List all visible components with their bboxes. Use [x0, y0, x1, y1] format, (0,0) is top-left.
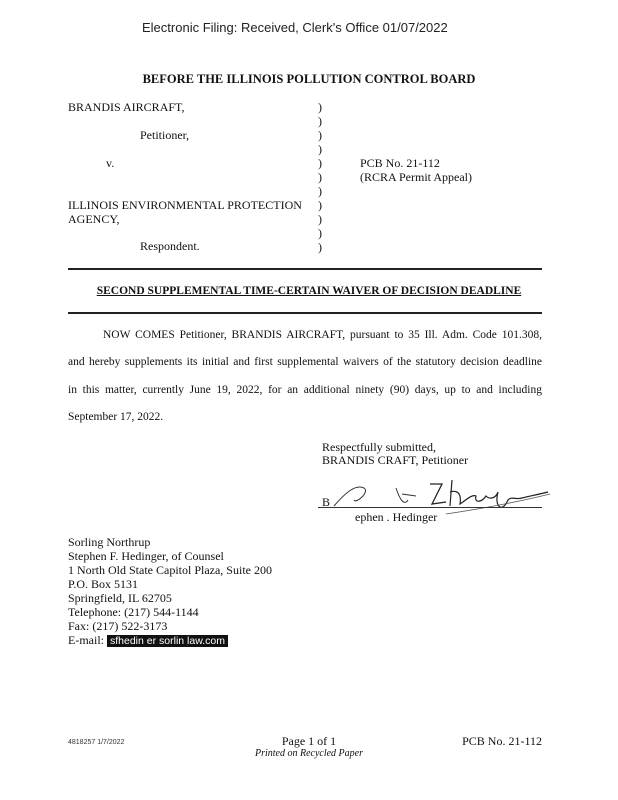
address-line: P.O. Box 5131	[68, 577, 139, 591]
body-line: September 17, 2022.	[68, 411, 164, 423]
caption-paren: )	[318, 170, 322, 184]
address-line: Telephone: (217) 544-1144	[68, 605, 199, 619]
by-label: B	[322, 495, 331, 509]
caption-paren: )	[318, 156, 322, 170]
email-link[interactable]: sfhedin er sorlin law.com	[107, 635, 228, 647]
address-line: Sorling Northrup	[68, 535, 151, 549]
caption-paren: )	[318, 184, 322, 198]
signer-name: ephen . Hedinger	[355, 510, 438, 524]
caption-paren: )	[318, 240, 322, 254]
respondent-name-line1: ILLINOIS ENVIRONMENTAL PROTECTION	[68, 198, 302, 212]
filing-stamp: Electronic Filing: Received, Clerk's Office 01/07/2022	[142, 20, 448, 35]
respondent-role: Respondent.	[140, 239, 200, 253]
body-line: in this matter, currently June 19, 2022, for an additional ninety (90) days, up to and including	[68, 384, 542, 396]
body-line: NOW COMES Petitioner, BRANDIS AIRCRAFT, pursuant to 35 Ill. Adm. Code 101.308,	[103, 329, 542, 341]
signing-party: BRANDIS CRAFT, Petitioner	[322, 453, 469, 467]
case-number: PCB No. 21-112	[360, 156, 440, 170]
petitioner-role: Petitioner,	[140, 128, 190, 142]
case-type: (RCRA Permit Appeal)	[360, 170, 472, 184]
caption-paren: )	[318, 198, 322, 212]
document-id: 4818257 1/7/2022	[68, 739, 125, 746]
recycled-paper-note: Printed on Recycled Paper	[254, 748, 363, 759]
email-row	[68, 634, 228, 649]
document-title: SECOND SUPPLEMENTAL TIME-CERTAIN WAIVER OF DECISION DEADLINE	[96, 285, 522, 297]
page-number: Page 1 of 1	[281, 734, 337, 748]
caption-paren: )	[318, 212, 322, 226]
caption-paren: )	[318, 226, 322, 240]
signature-line	[318, 507, 542, 508]
caption-paren: )	[318, 142, 322, 156]
divider-bottom	[68, 312, 542, 314]
address-line: Springfield, IL 62705	[68, 591, 172, 605]
body-line: and hereby supplements its initial and first supplemental waivers of the statutory decision deadline	[68, 356, 542, 368]
caption-paren: )	[318, 114, 322, 128]
closing: Respectfully submitted,	[322, 440, 436, 454]
petitioner-name: BRANDIS AIRCRAFT,	[68, 100, 185, 114]
footer-case-number: PCB No. 21-112	[462, 734, 542, 748]
address-line: Stephen F. Hedinger, of Counsel	[68, 549, 224, 563]
address-line: 1 North Old State Capitol Plaza, Suite 200	[68, 563, 272, 577]
address-line: Fax: (217) 522-3173	[68, 619, 168, 633]
divider-top	[68, 268, 542, 270]
caption-paren: )	[318, 100, 322, 114]
versus: v.	[106, 156, 115, 170]
email-label: E-mail:	[68, 633, 104, 647]
caption-paren: )	[318, 128, 322, 142]
board-title: BEFORE THE ILLINOIS POLLUTION CONTROL BOARD	[142, 72, 476, 86]
respondent-name-line2: AGENCY,	[68, 212, 120, 226]
